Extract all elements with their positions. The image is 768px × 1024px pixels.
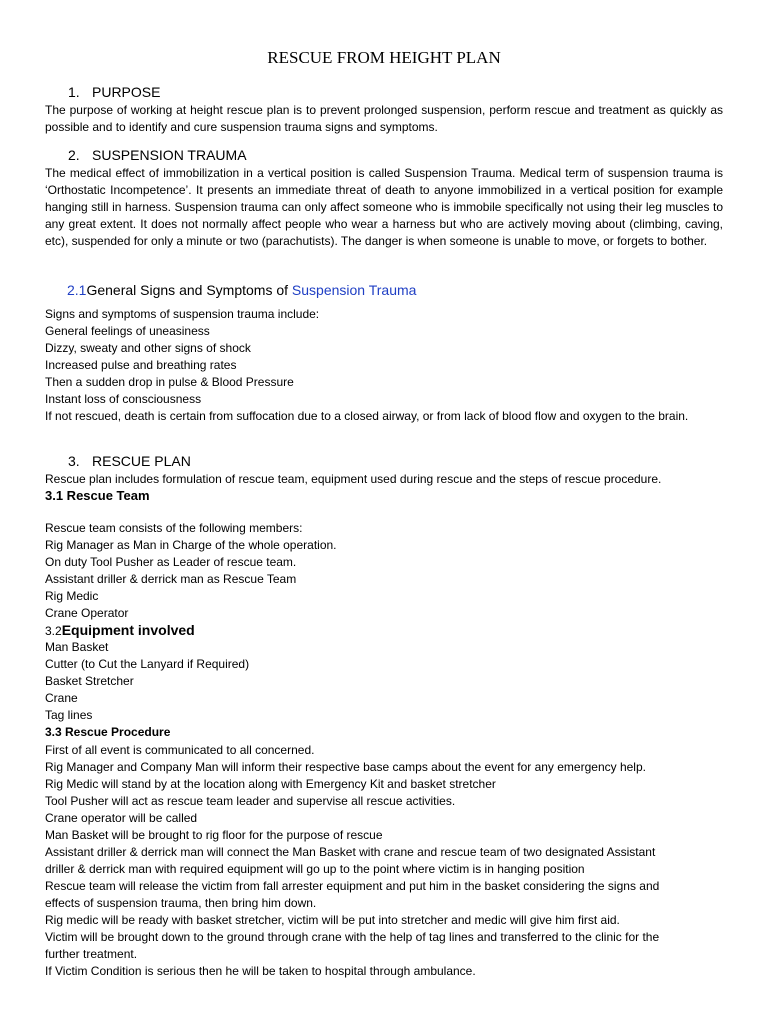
list-item: Man Basket will be brought to rig floor for the purpose of rescue (45, 828, 383, 842)
section-1-heading (68, 84, 160, 100)
section-2-title: SUSPENSION TRAUMA (92, 147, 247, 163)
section-2-number: 2. (68, 147, 80, 163)
list-item: Dizzy, sweaty and other signs of shock (45, 341, 251, 355)
section-3-2-number: 3.2 (45, 624, 62, 638)
list-item: Crane Operator (45, 606, 129, 620)
section-2-1-title-a: General Signs and Symptoms of (86, 282, 292, 298)
section-3-2-heading (45, 622, 195, 640)
section-3-paragraph: Rescue plan includes formulation of rescue team, equipment used during rescue and the steps of rescue procedure. (45, 472, 662, 486)
section-1-number: 1. (68, 84, 80, 100)
list-item: Rig Medic will stand by at the location along with Emergency Kit and basket stretcher (45, 777, 496, 791)
list-item: Crane operator will be called (45, 811, 198, 825)
section-3-number: 3. (68, 453, 80, 469)
section-1-paragraph: The purpose of working at height rescue plan is to prevent prolonged suspension, perform rescue and treatment as quickly as possible and to identify and cure suspension trauma signs and symptoms. (45, 103, 723, 134)
section-1-title: PURPOSE (92, 84, 161, 100)
list-item: Tool Pusher will act as rescue team leader and supervise all rescue activities. (45, 794, 456, 808)
section-3-title: RESCUE PLAN (92, 453, 191, 469)
section-3-3-list (45, 742, 723, 980)
list-item: On duty Tool Pusher as Leader of rescue team. (45, 555, 297, 569)
section-3-1-list (45, 520, 723, 622)
list-item: effects of suspension trauma, then bring him down. (45, 896, 317, 910)
section-3-1-heading: 3.1 Rescue Team (45, 488, 150, 503)
section-2-1-list (45, 306, 723, 425)
list-item: Victim will be brought down to the ground through crane with the help of tag lines and transferred to the clinic for the (45, 930, 660, 944)
section-3-2-title: Equipment involved (61, 622, 195, 638)
list-item: Cutter (to Cut the Lanyard if Required) (45, 657, 250, 671)
list-item: If not rescued, death is certain from suffocation due to a closed airway, or from lack of blood flow and oxygen to the brain. (45, 409, 689, 423)
list-item: Rescue team will release the victim from fall arrester equipment and put him in the basket considering the signs and (45, 879, 660, 893)
list-item: Crane (45, 691, 78, 705)
list-item: Tag lines (45, 708, 93, 722)
section-2-1-heading (67, 282, 416, 298)
list-item: Basket Stretcher (45, 674, 134, 688)
list-item: First of all event is communicated to all concerned. (45, 743, 315, 757)
list-item: If Victim Condition is serious then he will be taken to hospital through ambulance. (45, 964, 476, 978)
list-item: Signs and symptoms of suspension trauma include: (45, 307, 320, 321)
list-item: further treatment. (45, 947, 138, 961)
section-3-2-list (45, 639, 723, 724)
list-item: General feelings of uneasiness (45, 324, 210, 338)
section-2-heading (68, 147, 247, 163)
list-item: Rig Manager as Man in Charge of the whole operation. (45, 538, 337, 552)
list-item: Rig Medic (45, 589, 99, 603)
list-item: Rig medic will be ready with basket stretcher, victim will be put into stretcher and medic will give him first aid. (45, 913, 620, 927)
list-item: Instant loss of consciousness (45, 392, 202, 406)
section-2-1-number: 2.1 (67, 282, 87, 298)
list-item: Assistant driller & derrick man as Rescue Team (45, 572, 297, 586)
list-item: Then a sudden drop in pulse & Blood Pressure (45, 375, 294, 389)
list-item: Increased pulse and breathing rates (45, 358, 237, 372)
list-item: Rescue team consists of the following members: (45, 521, 303, 535)
section-2-1-title-b: Suspension Trauma (291, 282, 417, 298)
list-item: Assistant driller & derrick man will connect the Man Basket with crane and rescue team of two designated Assistant (45, 845, 656, 859)
section-3-heading (68, 453, 191, 469)
list-item: Rig Manager and Company Man will inform their respective base camps about the event for any emergency help. (45, 760, 646, 774)
list-item: Man Basket (45, 640, 109, 654)
section-2-paragraph: The medical effect of immobilization in a vertical position is called Suspension Trauma. Medical term of suspension trauma is ‘Orthostatic Incompetence’. It presents an immediate threat of death to anyone immobilized in a vertical position for example hanging still in harness. Suspension trauma can only affect someone who is immobile specifically not using their leg muscles to any great extent. It does not normally affect people who wear a harness but who are actively moving about (climbing, caving, etc), suspended for only a minute or two (parachutists). The danger is when someone is unable to move, or forgets to bother. (45, 166, 723, 248)
document-title: RESCUE FROM HEIGHT PLAN (267, 48, 501, 67)
section-3-3-heading: 3.3 Rescue Procedure (45, 725, 171, 739)
list-item: driller & derrick man with required equipment will go up to the point where victim is in hanging position (45, 862, 585, 876)
